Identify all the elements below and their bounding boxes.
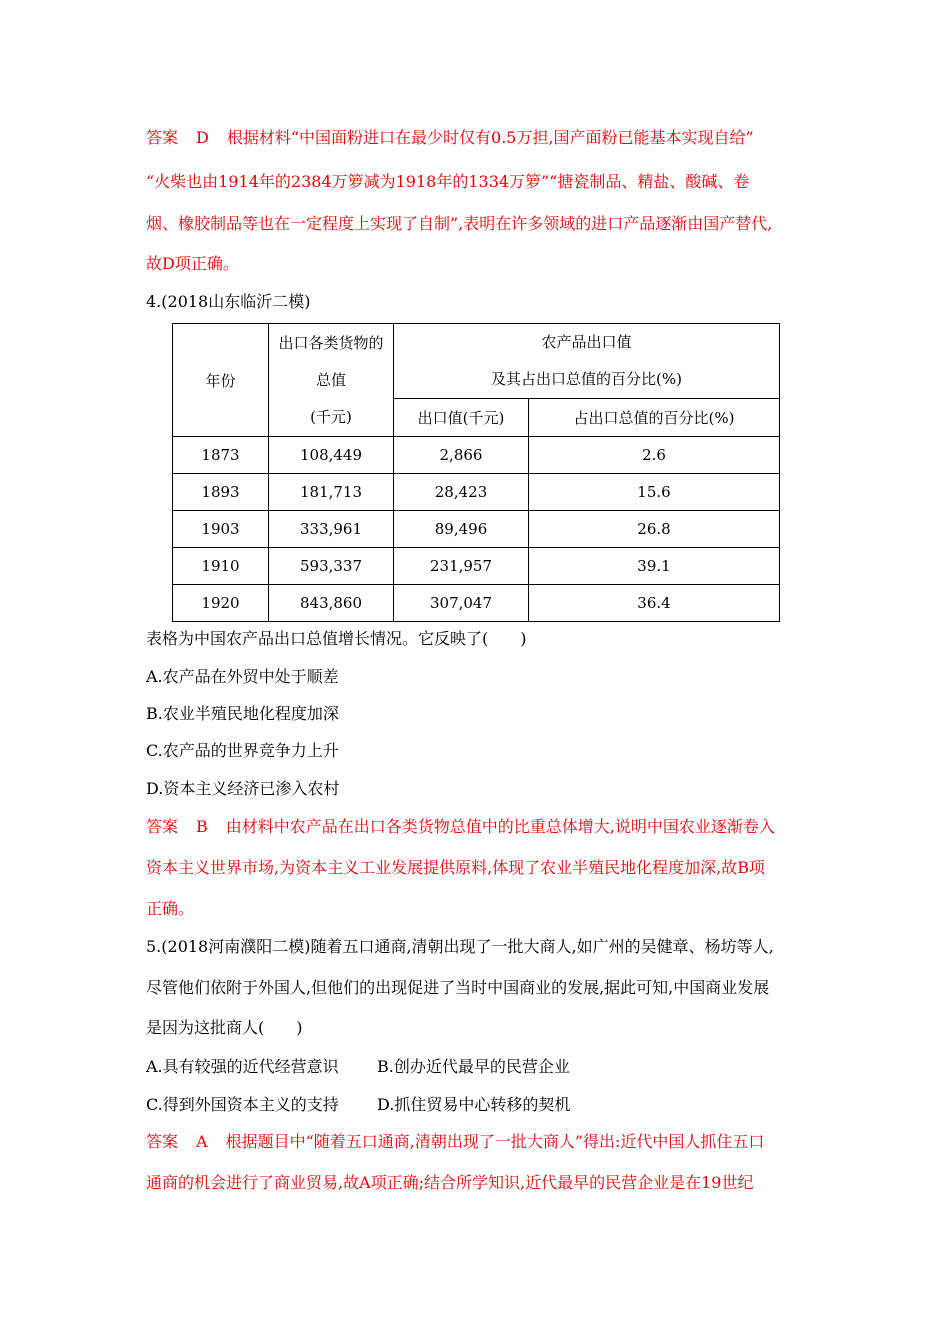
- question-5-line-3: 是因为这批商人( ): [146, 1018, 303, 1037]
- cell-agri-value: 89,496: [394, 511, 529, 548]
- cell-year: 1920: [173, 585, 269, 622]
- answer-4-line-1: [146, 817, 775, 837]
- header-year: 年份: [173, 324, 269, 437]
- answer-3-line-1: [146, 128, 754, 148]
- cell-year: 1893: [173, 474, 269, 511]
- answer-3-line-3: 烟、橡胶制品等也在一定程度上实现了自制”,表明在许多领域的进口产品逐渐由国产替代,: [146, 214, 773, 233]
- table-row: [173, 437, 780, 474]
- cell-agri-value: 2,866: [394, 437, 529, 474]
- answer-5-line-2: 通商的机会进行了商业贸易,故A项正确;结合所学知识,近代最早的民营企业是在19世纪: [146, 1173, 754, 1192]
- question-4-option-b: B.农业半殖民地化程度加深: [146, 704, 339, 723]
- header-agri-group: [394, 324, 780, 399]
- question-4-source: 4.(2018山东临沂二模): [146, 292, 311, 311]
- cell-agri-value: 28,423: [394, 474, 529, 511]
- header-group-line: 农产品出口值: [541, 333, 632, 351]
- header-total-line: (千元): [310, 407, 352, 426]
- export-table: [172, 323, 780, 622]
- answer-text: 根据题目中“随着五口通商,清朝出现了一批大商人”得出:近代中国人抓住五口: [225, 1132, 765, 1151]
- question-4-option-c: C.农产品的世界竞争力上升: [146, 741, 339, 760]
- cell-agri-pct: 39.1: [529, 548, 780, 585]
- header-group-line: 及其占出口总值的百分比(%): [491, 370, 682, 388]
- question-5-option-d: D.抓住贸易中心转移的契机: [377, 1095, 571, 1114]
- cell-agri-pct: 15.6: [529, 474, 780, 511]
- cell-year: 1873: [173, 437, 269, 474]
- answer-3-line-2: “火柴也由1914年的2384万箩减为1918年的1334万箩”“搪瓷制品、精盐、酸碱、卷: [146, 172, 750, 191]
- header-total-line: 出口各类货物的: [278, 333, 384, 352]
- answer-4-line-3: 正确。: [146, 899, 195, 918]
- table-row: [173, 474, 780, 511]
- cell-agri-pct: 2.6: [529, 437, 780, 474]
- cell-agri-value: 307,047: [394, 585, 529, 622]
- answer-label: 答案: [146, 817, 179, 836]
- answer-label: 答案: [146, 128, 179, 147]
- question-5-line-2: 尽管他们依附于外国人,但他们的出现促进了当时中国商业的发展,据此可知,中国商业发展: [146, 978, 770, 997]
- question-5-line-1: 5.(2018河南濮阳二模)随着五口通商,清朝出现了一批大商人,如广州的吴健章、杨坊等人,: [146, 937, 774, 956]
- question-4-option-a: A.农产品在外贸中处于顺差: [146, 667, 339, 686]
- cell-total: 181,713: [269, 474, 394, 511]
- header-export-value: 出口值(千元): [394, 399, 529, 437]
- question-5-option-c: C.得到外国资本主义的支持: [146, 1095, 339, 1114]
- table-row: [173, 585, 780, 622]
- answer-label: 答案: [146, 1132, 179, 1151]
- answer-5-line-1: [146, 1132, 764, 1152]
- cell-total: 843,860: [269, 585, 394, 622]
- header-total: [269, 324, 394, 437]
- question-4-option-d: D.资本主义经济已渗入农村: [146, 779, 340, 798]
- question-5-option-b: B.创办近代最早的民营企业: [377, 1057, 570, 1076]
- table-row: [173, 511, 780, 548]
- cell-agri-pct: 36.4: [529, 585, 780, 622]
- cell-total: 333,961: [269, 511, 394, 548]
- answer-option: A: [196, 1132, 208, 1151]
- answer-4-line-2: 资本主义世界市场,为资本主义工业发展提供原料,体现了农业半殖民地化程度加深,故B项: [146, 858, 766, 877]
- cell-total: 108,449: [269, 437, 394, 474]
- table-row: [173, 548, 780, 585]
- cell-year: 1903: [173, 511, 269, 548]
- header-export-pct: 占出口总值的百分比(%): [529, 399, 780, 437]
- header-total-line: 总值: [315, 370, 346, 389]
- cell-year: 1910: [173, 548, 269, 585]
- cell-total: 593,337: [269, 548, 394, 585]
- cell-agri-value: 231,957: [394, 548, 529, 585]
- cell-agri-pct: 26.8: [529, 511, 780, 548]
- question-5-option-a: A.具有较强的近代经营意识: [146, 1057, 339, 1076]
- answer-3-line-4: 故D项正确。: [146, 254, 239, 273]
- question-4-stem: 表格为中国农产品出口总值增长情况。它反映了( ): [146, 629, 527, 648]
- answer-text: 根据材料“中国面粉进口在最少时仅有0.5万担,国产面粉已能基本实现自给”: [226, 128, 754, 147]
- answer-text: 由材料中农产品在出口各类货物总值中的比重总体增大,说明中国农业逐渐卷入: [225, 817, 775, 836]
- answer-option: B: [196, 817, 208, 836]
- answer-option: D: [196, 128, 209, 147]
